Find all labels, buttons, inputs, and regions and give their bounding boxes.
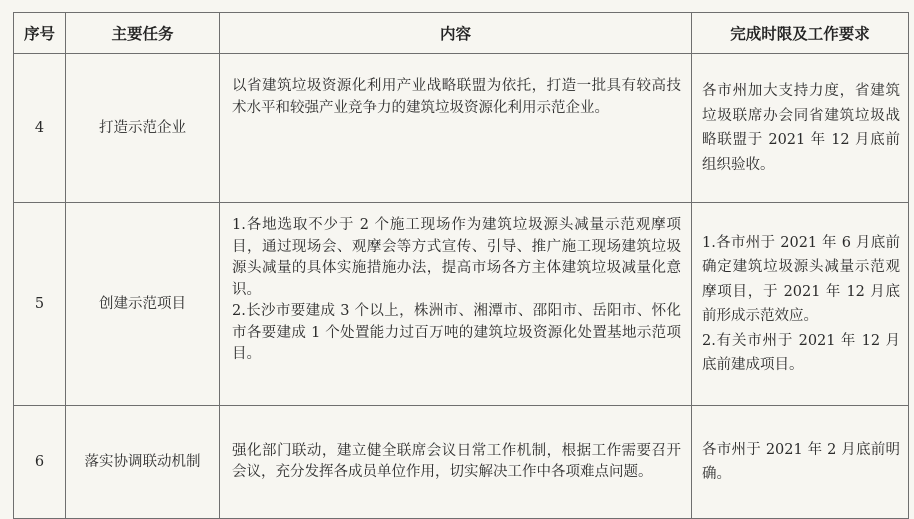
- header-requirement: 完成时限及工作要求: [692, 13, 909, 54]
- table-row: [14, 406, 909, 519]
- table-row: [14, 54, 909, 203]
- content-paragraph: 强化部门联动，建立健全联席会议日常工作机制，根据工作需要召开会议，充分发挥各成员单位作用，切实解决工作中各项难点问题。: [232, 442, 681, 480]
- requirement-paragraph: 2.有关市州于 2021 年 12 月底前建成项目。: [702, 332, 900, 373]
- row-requirement: [692, 54, 909, 203]
- requirement-paragraph: 各市州加大支持力度，省建筑垃圾联席办会同省建筑垃圾战略联盟于 2021 年 12 月底前组织验收。: [702, 83, 900, 173]
- content-paragraph: 2.长沙市要建成 3 个以上，株洲市、湘潭市、邵阳市、岳阳市、怀化市各要建成 1 个处置能力过百万吨的建筑垃圾资源化处置基地示范项目。: [232, 303, 681, 362]
- row-task: 打造示范企业: [66, 54, 220, 203]
- task-table: [13, 12, 909, 519]
- header-seq: 序号: [14, 13, 66, 54]
- row-number: 6: [14, 406, 66, 519]
- row-task: 创建示范项目: [66, 203, 220, 406]
- row-requirement: [692, 203, 909, 406]
- header-content: 内容: [220, 13, 692, 54]
- table-header-row: [14, 13, 909, 54]
- row-content: [220, 203, 692, 406]
- requirement-paragraph: 1.各市州于 2021 年 6 月底前确定建筑垃圾源头减量示范观摩项目，于 2021 年 12 月底前形成示范效应。: [702, 234, 900, 324]
- header-task: 主要任务: [66, 13, 220, 54]
- content-paragraph: 1.各地选取不少于 2 个施工现场作为建筑垃圾源头减量示范观摩项目，通过现场会、观摩会等方式宣传、引导、推广施工现场建筑垃圾源头减量的具体实施措施办法，提高市场各方主体建筑垃圾减量化意识。: [232, 217, 681, 298]
- requirement-paragraph: 各市州于 2021 年 2 月底前明确。: [702, 441, 900, 482]
- row-content: [220, 406, 692, 519]
- content-paragraph: 以省建筑垃圾资源化利用产业战略联盟为依托，打造一批具有较高技术水平和较强产业竞争力的建筑垃圾资源化利用示范企业。: [232, 78, 681, 116]
- row-content: [220, 54, 692, 203]
- row-number: 5: [14, 203, 66, 406]
- row-requirement: [692, 406, 909, 519]
- row-task: 落实协调联动机制: [66, 406, 220, 519]
- row-number: 4: [14, 54, 66, 203]
- table-row: [14, 203, 909, 406]
